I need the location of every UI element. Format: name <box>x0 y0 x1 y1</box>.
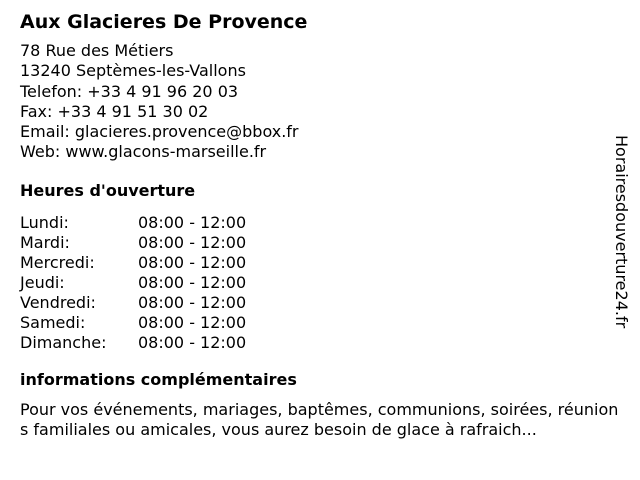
web-label: Web: <box>20 142 61 162</box>
phone-number[interactable]: +33 4 91 96 20 03 <box>87 81 239 101</box>
web-link[interactable]: www.glacons-marseille.fr <box>65 142 267 162</box>
day-hours: 08:00 - 12:00 <box>138 332 247 352</box>
phone-label: Telefon: <box>20 81 83 101</box>
contact-block <box>20 41 620 163</box>
fax-number: +33 4 91 51 30 02 <box>57 101 209 121</box>
address-line-2: 13240 Septèmes-les-Vallons <box>20 61 246 81</box>
business-name: Aux Glacieres De Provence <box>20 11 308 33</box>
day-label: Lundi: <box>20 212 69 232</box>
email-link[interactable]: glacieres.provence@bbox.fr <box>74 122 299 142</box>
address-line-1: 78 Rue des Métiers <box>20 41 174 60</box>
day-label: Samedi: <box>20 312 86 332</box>
day-label: Mercredi: <box>20 252 95 272</box>
hours-row-lundi <box>20 213 620 233</box>
day-hours: 08:00 - 12:00 <box>138 292 247 312</box>
hours-row-dimanche <box>20 333 620 353</box>
web-line <box>20 142 620 162</box>
business-card <box>20 10 620 441</box>
hours-row-vendredi <box>20 293 620 313</box>
day-label: Mardi: <box>20 232 70 252</box>
phone-line <box>20 82 620 102</box>
hours-row-mardi <box>20 233 620 253</box>
info-title: informations complémentaires <box>20 369 297 389</box>
hours-row-samedi <box>20 313 620 333</box>
hours-title: Heures d'ouverture <box>20 180 196 200</box>
day-label: Dimanche: <box>20 332 107 352</box>
day-hours: 08:00 - 12:00 <box>138 272 247 292</box>
hours-table <box>20 213 620 353</box>
email-label: Email: <box>20 122 70 142</box>
day-hours: 08:00 - 12:00 <box>138 232 247 252</box>
hours-row-jeudi <box>20 273 620 293</box>
email-line <box>20 122 620 142</box>
day-hours: 08:00 - 12:00 <box>138 252 247 272</box>
day-label: Vendredi: <box>20 292 96 312</box>
fax-line <box>20 102 620 122</box>
day-label: Jeudi: <box>20 272 65 292</box>
day-hours: 08:00 - 12:00 <box>138 212 247 232</box>
day-hours: 08:00 - 12:00 <box>138 312 247 332</box>
info-description: Pour vos événements, mariages, baptêmes, communions, soirées, réunions familiales ou amicales, vous aurez besoin de glace à rafraich... <box>20 399 619 440</box>
hours-row-mercredi <box>20 253 620 273</box>
fax-label: Fax: <box>20 101 53 121</box>
brand-watermark: Horairesdouverture24.fr <box>612 135 631 329</box>
